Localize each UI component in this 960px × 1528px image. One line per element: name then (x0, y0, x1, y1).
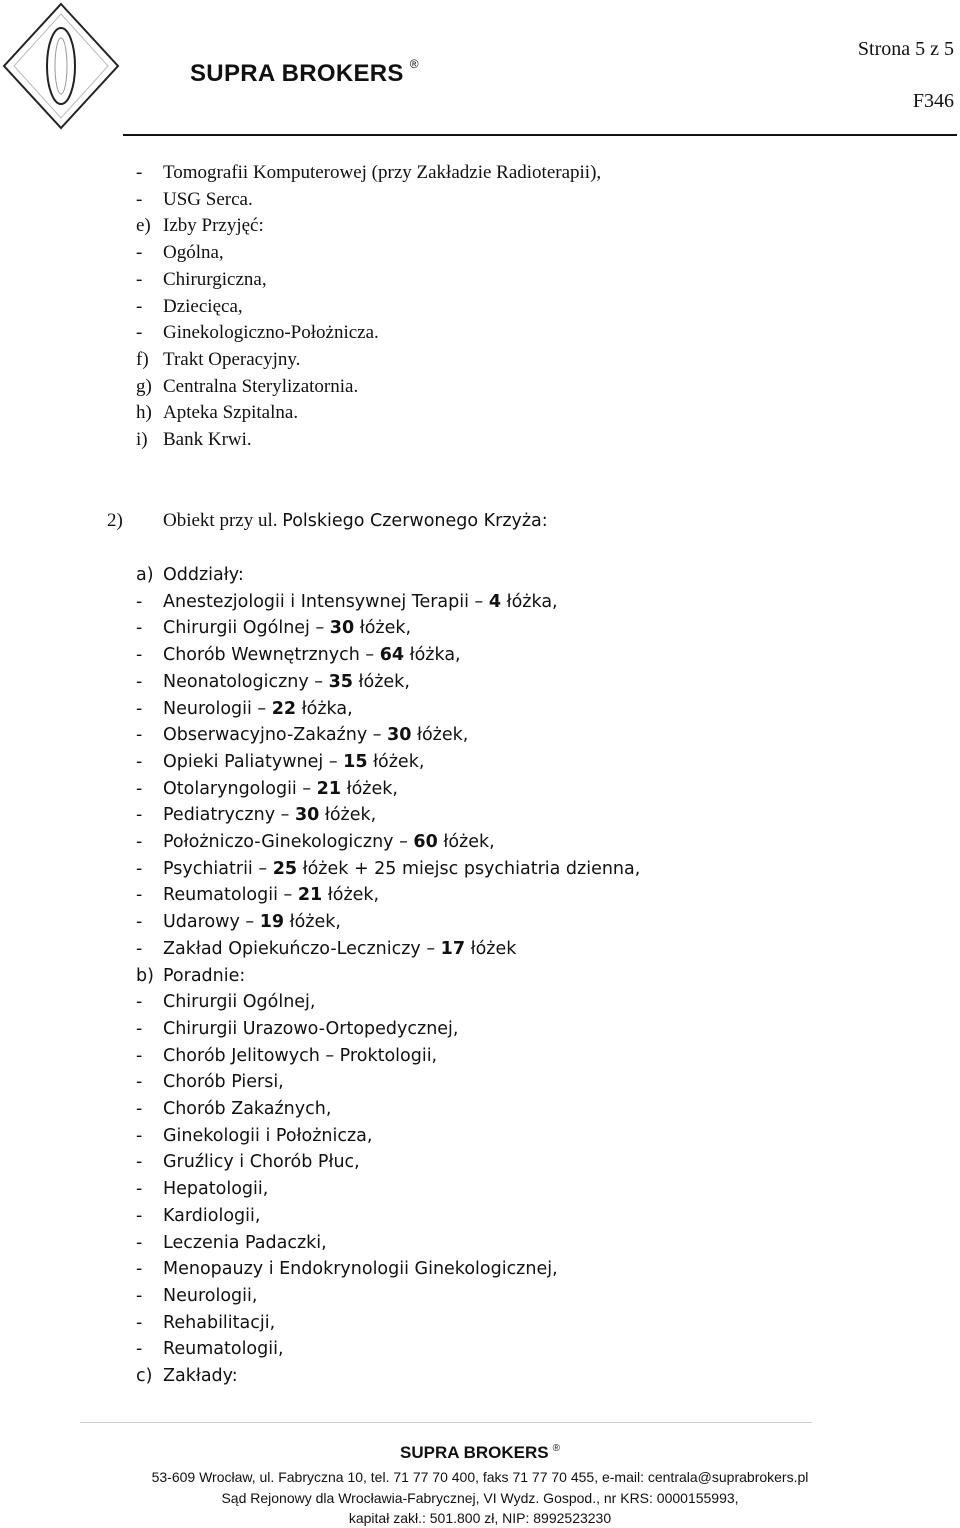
unit-name: Neonatologiczny – (163, 671, 329, 692)
header-divider (123, 134, 957, 136)
list-item-text (163, 1257, 558, 1281)
list-item-text (163, 830, 495, 854)
list-item-text (163, 910, 341, 934)
unit-name: Psychiatrii – (163, 858, 273, 879)
list-marker: - (136, 698, 143, 719)
list-marker: e) (136, 215, 151, 237)
list-item-text (163, 750, 424, 774)
unit-name: Otolaryngologii – (163, 778, 317, 799)
list-marker: - (136, 805, 143, 826)
bed-count: 60 (413, 832, 438, 852)
unit-name: Udarowy – (163, 912, 260, 933)
bed-unit: łóżek, (354, 618, 412, 639)
list-item-text (163, 670, 410, 694)
list-item-text (163, 1311, 275, 1335)
list-marker: - (136, 1125, 143, 1146)
list-marker: - (136, 1259, 143, 1280)
list-marker: b) (136, 965, 154, 986)
list-marker: - (136, 162, 143, 183)
list-marker: - (136, 912, 143, 933)
bed-count: 22 (271, 698, 297, 719)
unit-name: Opieki Paliatywnej – (163, 751, 344, 772)
list-marker: - (136, 938, 143, 959)
bed-count: 64 (379, 645, 405, 666)
list-item-text (163, 1124, 372, 1148)
unit-name: Zakład Opiekuńczo-Leczniczy – (163, 938, 441, 959)
bed-unit: łóżek, (352, 671, 410, 692)
list-item-text (163, 1044, 437, 1068)
list-marker: - (136, 725, 143, 746)
unit-name: Menopauzy i Endokrynologii Ginekologicznej, (163, 1259, 558, 1280)
list-marker: - (136, 1312, 143, 1333)
bed-unit: łóżek, (411, 725, 469, 746)
list-item-text (163, 777, 398, 801)
section-title-part1: Obiekt przy ul. (163, 510, 283, 531)
list-marker: - (136, 1205, 143, 1226)
list-item-text (163, 616, 411, 640)
list-marker: - (136, 1285, 143, 1306)
list-marker: c) (136, 1366, 153, 1386)
list-marker: - (136, 1179, 143, 1200)
list-item-text: Apteka Szpitalna. (163, 402, 299, 424)
list-item-text (163, 563, 244, 587)
list-marker: - (136, 992, 143, 1013)
footer-brand: SUPRA BROKERS ® (400, 1443, 560, 1462)
list-marker: - (136, 1232, 143, 1253)
unit-name: Neurologii, (163, 1285, 258, 1306)
list-marker: - (136, 268, 143, 290)
list-item-text (163, 857, 640, 881)
list-item-text (163, 1150, 360, 1174)
list-marker: - (136, 832, 143, 852)
bed-unit: łóżek, (284, 912, 341, 933)
list-marker: - (136, 645, 143, 666)
unit-name: Chorób Jelitowych – Proktologii, (163, 1045, 438, 1066)
unit-name: Rehabilitacji, (163, 1312, 276, 1333)
list-marker: - (136, 778, 143, 799)
unit-name: Reumatologii, (163, 1339, 284, 1360)
list-item-text (163, 1070, 284, 1094)
list-item-text (163, 990, 315, 1014)
bed-unit: łóżek, (367, 751, 425, 772)
company-logo (2, 2, 120, 130)
bed-count: 30 (294, 805, 320, 826)
list-marker: f) (136, 348, 149, 370)
list-marker: - (136, 1339, 143, 1360)
unit-name: Ginekologii i Położnicza, (163, 1125, 373, 1146)
unit-name: Chirurgii Ogólnej, (163, 992, 316, 1013)
list-marker: - (136, 1018, 143, 1039)
bed-unit: łóżek, (319, 805, 377, 826)
list-item-text (163, 1337, 284, 1361)
bed-count: 19 (259, 912, 285, 933)
bed-unit: łóżek, (322, 885, 380, 906)
unit-name: Pediatryczny – (163, 805, 295, 826)
list-item-text (163, 964, 245, 988)
list-marker: - (136, 591, 143, 612)
registered-mark: ® (409, 57, 419, 71)
unit-name: Chirurgii Ogólnej – (163, 618, 330, 639)
unit-name: Chirurgii Urazowo-Ortopedycznej, (163, 1018, 459, 1039)
bed-count: 25 (272, 858, 298, 879)
unit-name: Neurologii – (163, 698, 272, 719)
list-item-text: Izby Przyjęć: (163, 215, 264, 237)
list-marker: h) (136, 402, 152, 424)
bed-count: 4 (488, 591, 502, 612)
list-item-text (163, 1177, 268, 1201)
bed-count: 21 (297, 885, 323, 906)
list-marker: - (136, 322, 143, 344)
list-item-text: Trakt Operacyjny. (163, 348, 301, 370)
list-item-text (163, 723, 468, 747)
unit-name: Kardiologii, (163, 1205, 261, 1226)
footer-capital: kapitał zakł.: 501.800 zł, NIP: 8992523230 (348, 1510, 612, 1526)
list-marker: g) (136, 375, 152, 397)
unit-name: Leczenia Padaczki, (163, 1232, 327, 1253)
bed-count: 15 (343, 751, 368, 772)
list-item-text (163, 883, 379, 907)
list-marker: - (136, 751, 143, 772)
bed-unit: łóżek, (437, 832, 495, 852)
document-code: F346 (912, 90, 954, 112)
list-item-text: USG Serca. (163, 188, 253, 210)
footer-court: Sąd Rejonowy dla Wrocławia-Fabrycznej, VI Wydz. Gospod., nr KRS: 0000155993, (221, 1490, 739, 1506)
list-item-text (163, 643, 461, 667)
list-item-text: Bank Krwi. (163, 429, 252, 450)
section-title-part2: Polskiego Czerwonego Krzyża: (282, 511, 548, 531)
footer-address: 53-609 Wrocław, ul. Fabryczna 10, tel. 71 77 70 400, faks 71 77 70 455, e-mail: centrala@suprabrokers.pl (151, 1469, 809, 1485)
list-marker: - (136, 242, 143, 264)
bed-count: 30 (329, 618, 355, 639)
bed-count: 21 (316, 778, 342, 799)
unit-name: Chorób Zakaźnych, (163, 1099, 332, 1119)
bed-unit: łóżek, (341, 778, 398, 799)
list-item-text (163, 1097, 331, 1121)
list-marker: i) (136, 429, 148, 450)
list-item-text (163, 590, 558, 614)
unit-name: Zakłady: (163, 1366, 238, 1386)
bed-unit: łóżek + 25 miejsc psychiatria dzienna, (297, 858, 641, 879)
bed-count: 30 (387, 725, 412, 746)
list-item-text: Ogólna, (163, 242, 224, 264)
unit-name: Chorób Wewnętrznych – (163, 645, 380, 666)
header-brand: SUPRA BROKERS ® (190, 57, 419, 87)
unit-name: Hepatologii, (163, 1179, 269, 1200)
list-item-text (163, 1231, 327, 1255)
list-marker: - (136, 1152, 143, 1173)
footer-divider (80, 1422, 812, 1423)
list-item-text: Centralna Sterylizatornia. (163, 375, 359, 397)
list-marker: - (136, 295, 143, 317)
list-marker: - (136, 188, 143, 210)
list-item-text (163, 1017, 458, 1041)
list-item-text: Ginekologiczno-Położnicza. (163, 322, 379, 344)
list-item-text (163, 697, 353, 721)
unit-name: Położniczo-Ginekologiczny – (163, 832, 414, 852)
list-item-text (163, 937, 516, 961)
list-item-text: Chirurgiczna, (163, 268, 267, 290)
list-marker: - (136, 885, 143, 906)
page-number: Strona 5 z 5 (857, 38, 954, 60)
list-marker: - (136, 618, 143, 639)
list-item-text (163, 1204, 260, 1228)
unit-name: Chorób Piersi, (163, 1072, 284, 1093)
list-marker: - (136, 1072, 143, 1093)
bed-unit: łóżek (465, 938, 517, 959)
unit-name: Obserwacyjno-Zakaźny – (163, 725, 388, 746)
list-item-text (163, 1284, 257, 1308)
list-marker: a) (136, 565, 154, 585)
bed-count: 17 (440, 938, 466, 959)
list-marker: - (136, 1099, 143, 1119)
bed-unit: łóżka, (296, 698, 353, 719)
list-item-text: Dziecięca, (163, 295, 243, 317)
list-marker: - (136, 1045, 143, 1066)
bed-unit: łóżka, (501, 591, 558, 612)
list-item-text (163, 803, 376, 827)
list-marker: - (136, 858, 143, 879)
bed-unit: łóżka, (404, 645, 461, 666)
list-item-text (163, 1364, 238, 1388)
unit-name: Poradnie: (163, 965, 246, 986)
footer-registered-mark: ® (552, 1443, 560, 1455)
section-marker: 2) (107, 510, 123, 531)
list-marker: - (136, 671, 143, 692)
unit-name: Anestezjologii i Intensywnej Terapii – (163, 591, 489, 612)
unit-name: Oddziały: (163, 565, 244, 585)
unit-name: Gruźlicy i Chorób Płuc, (163, 1152, 360, 1173)
unit-name: Reumatologii – (163, 885, 298, 906)
list-item-text: Tomografii Komputerowej (przy Zakładzie Radioterapii), (163, 162, 602, 183)
bed-count: 35 (328, 671, 353, 692)
